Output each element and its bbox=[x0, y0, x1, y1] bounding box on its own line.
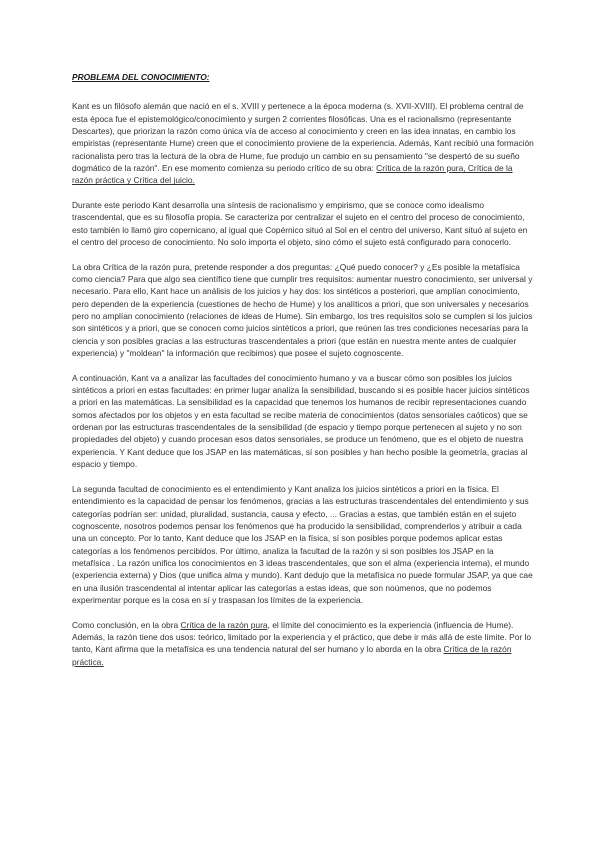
paragraph-3: La obra Crítica de la razón pura, pretende responder a dos preguntas: ¿Qué puedo conocer? y ¿Es posible la metafísica como ciencia? Para que algo sea científico tiene que cumplir tres requisitos: aumentar nuestro conocimiento, ser universal y necesario. Para ello, Kant hace un análisis de los juicios y hay dos: los sintéticos a posteriori, que amplían conocimiento, pero dependen de la experiencia (cuestiones de hecho de Hume) y los analíticos a priori, que son universales y necesarios pero no amplían conocimiento (relaciones de ideas de Hume). Sin embargo, los tres requisitos solo se cumplen si los juicios son sintéticos y a priori, que se conocen como juicios sintéticos a priori, que reúnen las tres condiciones necesarias para la ciencia y son posibles gracias a las estructuras trascendentales a priori (que están en nuestra mente antes de cualquier experiencia) y "moldean" la información que recibimos) que posee el sujeto cognoscente. bbox=[72, 261, 533, 359]
paragraph-1-text: Kant es un filósofo alemán que nació en el s. XVIII y pertenece a la época moderna (s. XVII-XVIII). El problema central de esta época fue el epistemológico/conocimiento y surgen 2 corrientes filosóficas. Una es el racionalismo (representante Descartes), que priorizan la razón como única vía de acceso al conocimiento y creen en las idea innatas, en cambio los empiristas (representante Hume) creen que el conocimiento proviene de la experiencia. Además, Kant recibió una formación racionalista pero tras la lectura de la obra de Hume, fue produjo un cambio en su pensamiento "se despertó de su sueño dogmático de la razón". En ese momento comienza su periodo crítico de su obra: bbox=[72, 101, 534, 174]
paragraph-6-text-a: Como conclusión, en la obra bbox=[72, 619, 181, 630]
paragraph-5: La segunda facultad de conocimiento es el entendimiento y Kant analiza los juicios sintéticos a priori en la física. El entendimiento es la capacidad de pensar los fenómenos, gracias a las estructuras trascendentales del entendimiento y sus categorías podrían ser: unidad, pluralidad, sustancia, causa y efecto, ... Gracias a estas, que también están en el sujeto cognoscente, nosotros podemos pensar los fenómenos que ha producido la sensibilidad, comprenderlos y atribuir a cada una un concepto. Por lo tanto, Kant deduce que los JSAP en la física, sí son posibles porque podemos aplicar estas categorías a los fenómenos percibidos. Por último, analiza la facultad de la razón y si son posibles los JSAP en la metafísica . La razón unifica los conocimientos en 3 ideas trascendentales, que son el alma (experiencia interna), el mundo (experiencia externa) y Dios (que unifica alma y mundo). Kant dedujo que la metafísica no puede formular JSAP, ya que cae en una ilusión trascendental al intentar aplicar las categorías a estas ideas, que son noúmenos, que no podemos experimentar porque es la cosa en sí y traspasan los límites de la experiencia. bbox=[72, 483, 533, 605]
paragraph-6-text-b: el límite del conocimiento es la experiencia (influencia de Hume). Además, la razón tiene dos usos: teórico, limitado por la experiencia y el práctico, que debe ir más allá de este límite. Por lo tanto, Kant afirma que la metafísica es una tendencia natural del ser humano y lo aborda en la obra bbox=[72, 619, 531, 655]
work-reference-practica: Crítica de la razón práctica. bbox=[72, 644, 512, 667]
paragraph-2: Durante este periodo Kant desarrolla una síntesis de racionalismo y empirismo, que se conoce como idealismo trascendental, que es su filosofía propia. Se caracteriza por centralizar el sujeto en el centro del proceso de conocimiento, esto también lo llamó giro copernicano, al igual que Copérnico situó al Sol en el centro del universo, Kant situó al sujeto en el centro del proceso de conocimiento. No solo importa el objeto, sino cómo el sujeto está configurado para conocerlo. bbox=[72, 200, 528, 248]
document-body bbox=[72, 71, 534, 680]
paragraph-6 bbox=[72, 619, 534, 668]
works-reference: Crítica de la razón pura, Crítica de la razón práctica y Crítica del juicio. bbox=[72, 163, 513, 186]
document-title: PROBLEMA DEL CONOCIMIENTO: bbox=[72, 72, 210, 82]
work-reference-pura: Crítica de la razón pura, bbox=[180, 619, 270, 630]
paragraph-1 bbox=[72, 100, 534, 186]
paragraph-4: A continuación, Kant va a analizar las facultades del conocimiento humano y va a buscar cómo son posibles los juicios sintéticos a priori en estas facultades: en primer lugar analiza la sensibilidad, buscando si es posible hacer juicios sintéticos a priori en las matemáticas. La sensibilidad es la capacidad que tenemos los humanos de recibir representaciones cuando somos afectados por los objetos y en esta facultad se recibe materia de conocimientos (datos sensoriales caóticos) que se ordenan por las estructuras trascendentales de la sensibilidad (de espacio y tiempo porque pertenecen al sujeto y no son propiedades del objeto) y cuando procesan esos datos sensoriales, se produce un fenómeno, que es el objeto de nuestra experiencia. Y Kant deduce que los JSAP en las matemáticas, sí son posibles y han hecho posible la geometría, gracias al espacio y tiempo. bbox=[72, 372, 530, 470]
